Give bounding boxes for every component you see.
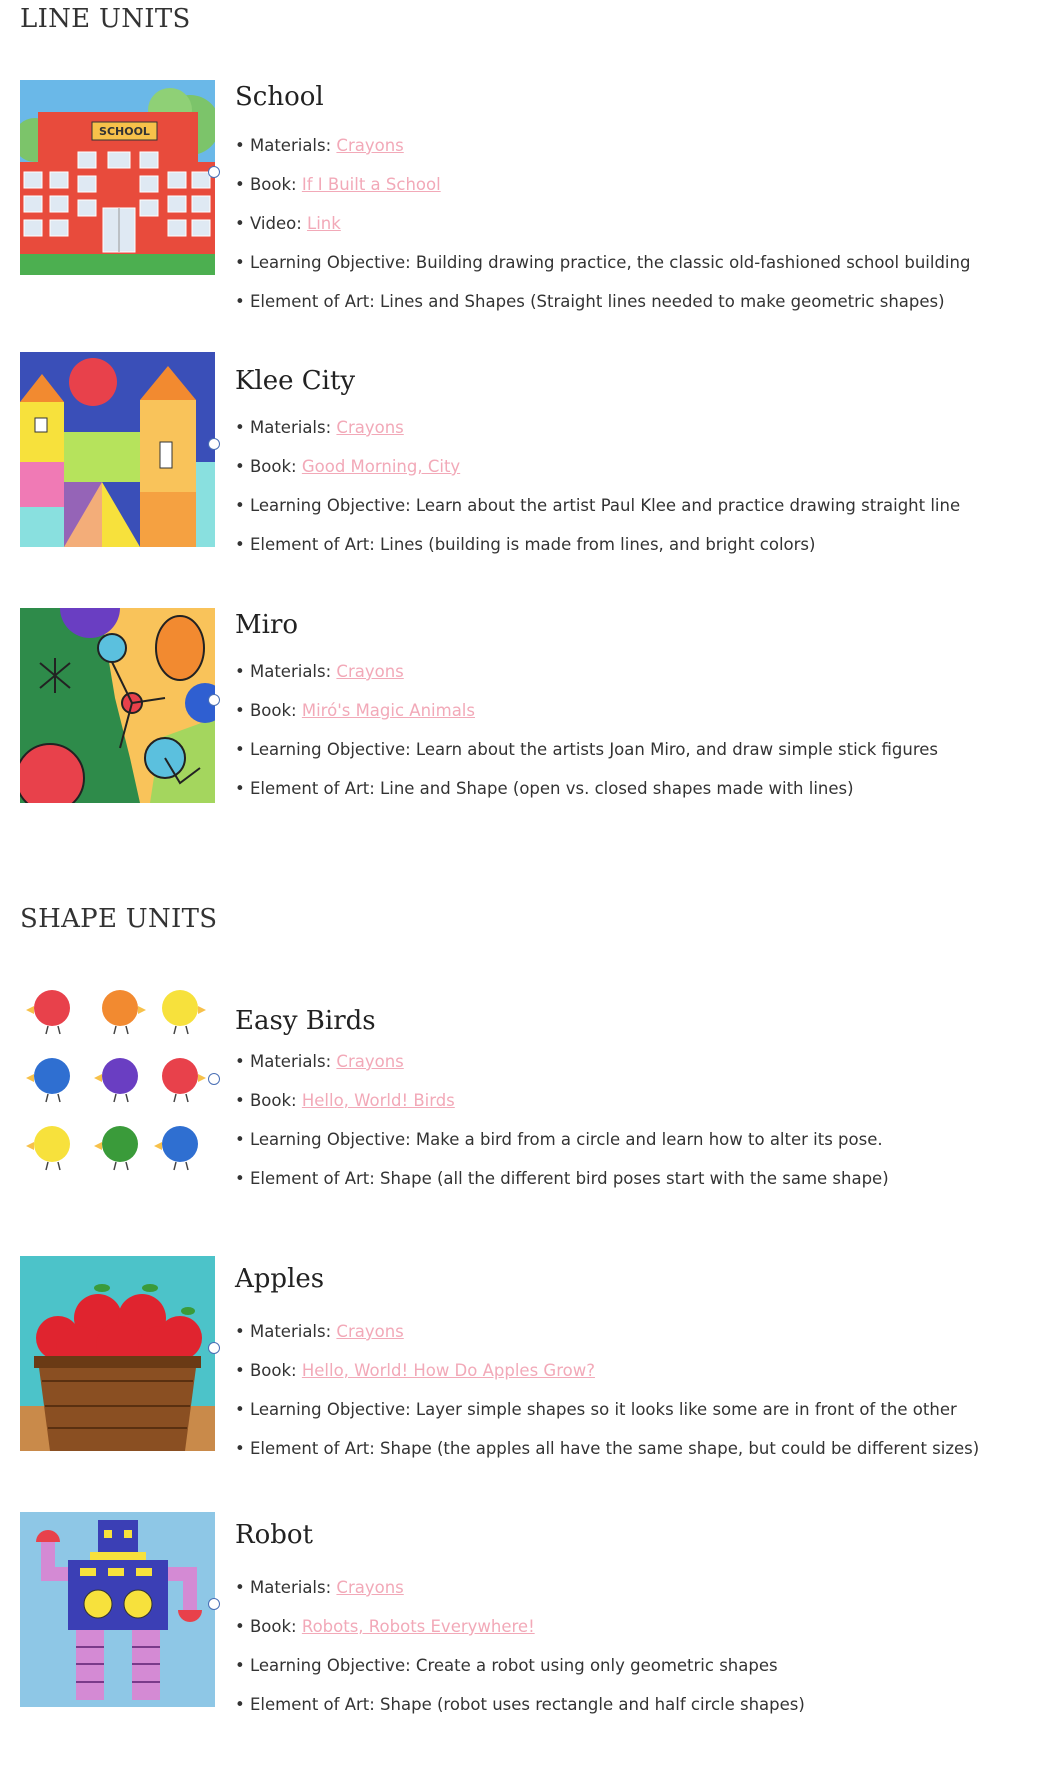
objective-item: • Learning Objective: Learn about the artist Paul Klee and practice drawing straight line: [235, 486, 1044, 525]
materials-item: • Materials: Crayons: [235, 652, 1044, 691]
book-item: • Book: Hello, World! How Do Apples Grow?: [235, 1351, 1044, 1390]
element-item: • Element of Art: Shape (all the different bird poses start with the same shape): [235, 1159, 1044, 1198]
unit-info: [235, 352, 1044, 564]
objective-item: • Learning Objective: Layer simple shapes so it looks like some are in front of the other: [235, 1390, 1044, 1429]
objective-item: • Learning Objective: Create a robot using only geometric shapes: [235, 1646, 1044, 1685]
materials-item: • Materials: Crayons: [235, 126, 1044, 165]
book-item: • Book: Miró's Magic Animals: [235, 691, 1044, 730]
book-link[interactable]: Robots, Robots Everywhere!: [301, 1617, 535, 1636]
unit-info: [235, 1256, 1044, 1468]
book-link[interactable]: Miró's Magic Animals: [301, 701, 475, 720]
materials-item: • Materials: Crayons: [235, 1568, 1044, 1607]
resize-handle[interactable]: [208, 1598, 220, 1610]
school-drawing-image[interactable]: [20, 80, 215, 275]
resize-handle[interactable]: [208, 438, 220, 450]
materials-item: • Materials: Crayons: [235, 1312, 1044, 1351]
element-item: • Element of Art: Lines and Shapes (Straight lines needed to make geometric shapes): [235, 282, 1044, 321]
materials-item: • Materials: Crayons: [235, 1042, 1044, 1081]
materials-link[interactable]: Crayons: [336, 1052, 404, 1071]
unit-info: [235, 80, 1044, 321]
book-link[interactable]: Hello, World! Birds: [301, 1091, 455, 1110]
book-link[interactable]: Hello, World! How Do Apples Grow?: [301, 1361, 595, 1380]
element-item: • Element of Art: Lines (building is made from lines, and bright colors): [235, 525, 1044, 564]
materials-link[interactable]: Crayons: [336, 136, 404, 155]
materials-item: • Materials: Crayons: [235, 408, 1044, 447]
materials-link[interactable]: Crayons: [336, 662, 404, 681]
video-link[interactable]: Link: [307, 214, 341, 233]
book-item: • Book: If I Built a School: [235, 165, 1044, 204]
unit-title: Apples: [235, 1264, 325, 1294]
resize-handle[interactable]: [208, 1342, 220, 1354]
objective-item: • Learning Objective: Learn about the artists Joan Miro, and draw simple stick figures: [235, 730, 1044, 769]
resize-handle[interactable]: [208, 166, 220, 178]
materials-link[interactable]: Crayons: [336, 1578, 404, 1597]
unit-info: [235, 608, 1044, 808]
objective-item: • Learning Objective: Building drawing practice, the classic old-fashioned school building: [235, 243, 1044, 282]
unit-title: Robot: [235, 1520, 313, 1550]
unit-title: Miro: [235, 610, 299, 640]
klee-city-drawing-image[interactable]: [20, 352, 215, 547]
element-item: • Element of Art: Shape (robot uses rectangle and half circle shapes): [235, 1685, 1044, 1724]
book-link[interactable]: If I Built a School: [301, 175, 441, 194]
unit-info: [235, 1512, 1044, 1724]
resize-handle[interactable]: [208, 1073, 220, 1085]
objective-item: • Learning Objective: Make a bird from a circle and learn how to alter its pose.: [235, 1120, 1044, 1159]
element-item: • Element of Art: Line and Shape (open vs. closed shapes made with lines): [235, 769, 1044, 808]
miro-drawing-image[interactable]: [20, 608, 215, 803]
book-item: • Book: Robots, Robots Everywhere!: [235, 1607, 1044, 1646]
school-sign-text: SCHOOL: [99, 125, 150, 138]
materials-link[interactable]: Crayons: [336, 1322, 404, 1341]
resize-handle[interactable]: [208, 694, 220, 706]
book-item: • Book: Hello, World! Birds: [235, 1081, 1044, 1120]
book-item: • Book: Good Morning, City: [235, 447, 1044, 486]
apples-drawing-image[interactable]: [20, 1256, 215, 1451]
video-item: • Video: Link: [235, 204, 1044, 243]
section-title-shape-units: SHAPE UNITS: [20, 904, 218, 934]
section-title-line-units: LINE UNITS: [20, 4, 191, 34]
materials-link[interactable]: Crayons: [336, 418, 404, 437]
easy-birds-drawing-image[interactable]: [20, 982, 215, 1177]
unit-title: Klee City: [235, 366, 356, 396]
unit-title: Easy Birds: [235, 1006, 376, 1036]
unit-info: [235, 982, 1044, 1198]
robot-drawing-image[interactable]: [20, 1512, 215, 1707]
book-link[interactable]: Good Morning, City: [301, 457, 461, 476]
element-item: • Element of Art: Shape (the apples all have the same shape, but could be different sizes): [235, 1429, 1044, 1468]
unit-title: School: [235, 82, 324, 112]
